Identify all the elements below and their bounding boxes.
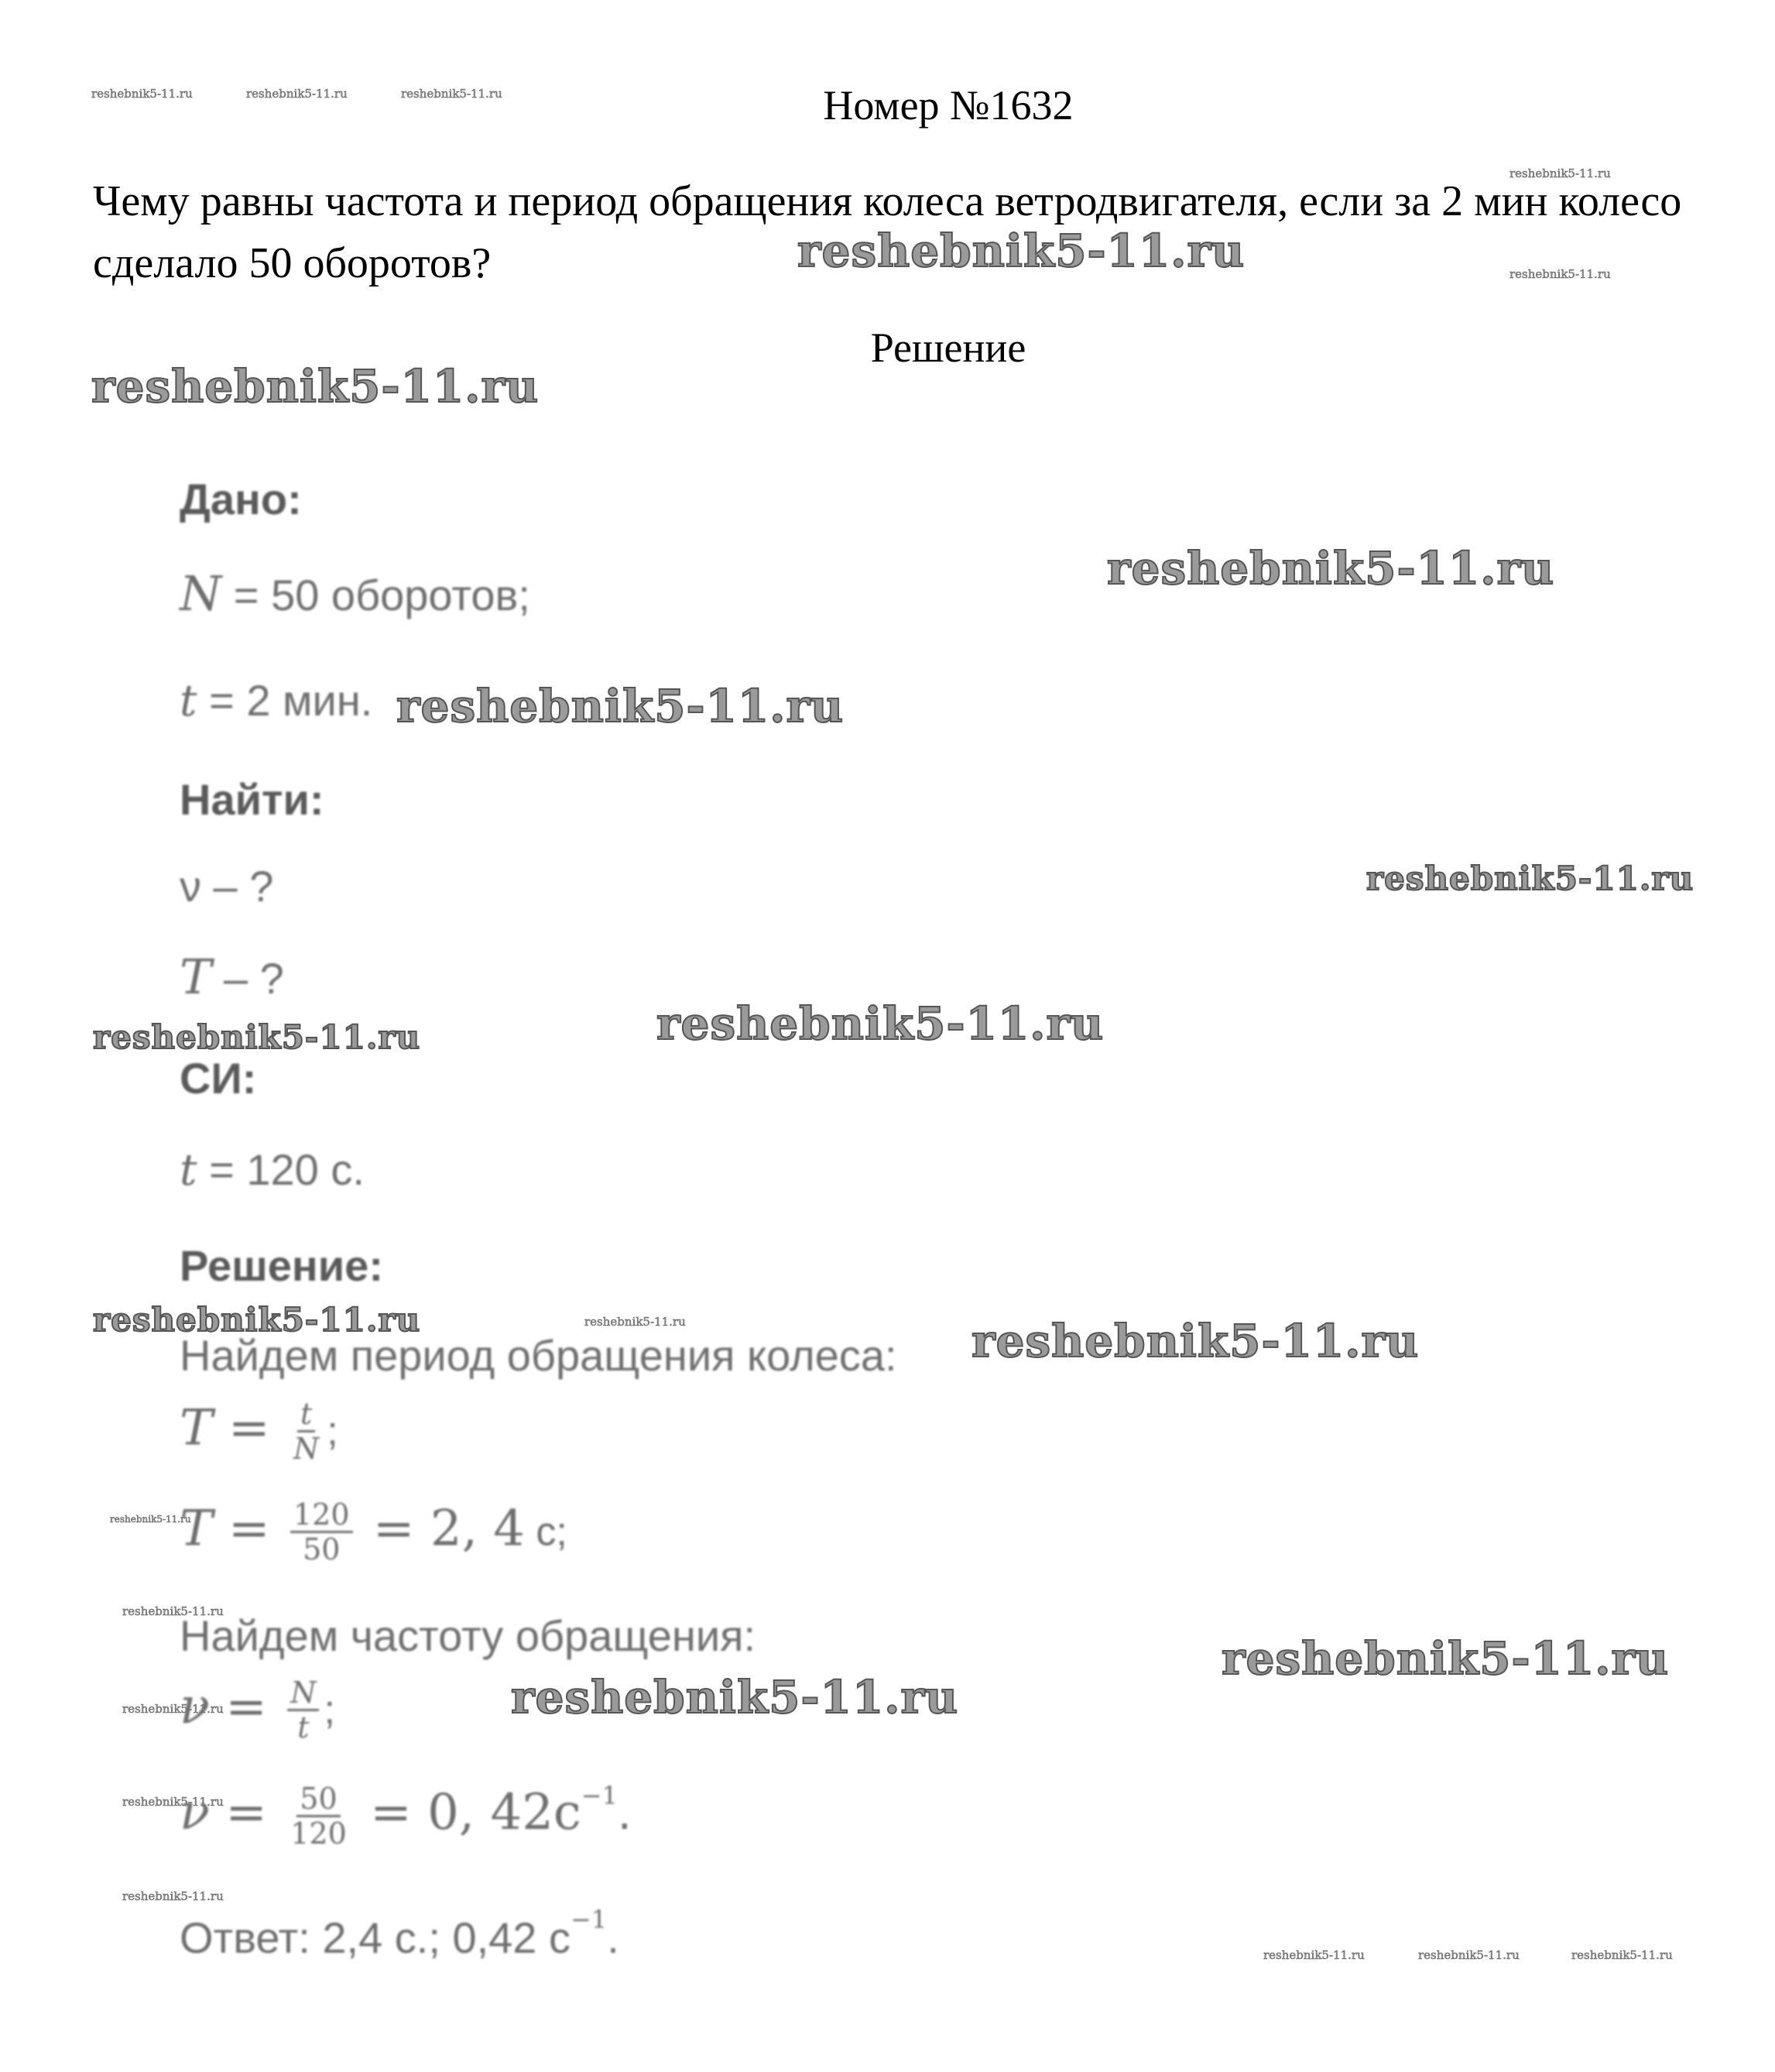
- period-calc-unit: с;: [524, 1509, 567, 1555]
- watermark: reshebnik5-11.ru: [396, 680, 845, 732]
- freq-formula-eq: =: [209, 1678, 283, 1736]
- watermark: reshebnik5-11.ru: [91, 360, 540, 413]
- T-variable: T: [180, 949, 212, 1005]
- find-heading: Найти:: [180, 775, 324, 824]
- watermark: reshebnik5-11.ru: [1263, 1948, 1365, 1962]
- watermark: reshebnik5-11.ru: [971, 1315, 1420, 1367]
- period-calc-den: 50: [303, 1532, 341, 1566]
- find-T: [180, 949, 284, 1005]
- period-fraction-num: t: [297, 1398, 315, 1432]
- watermark: reshebnik5-11.ru: [1107, 542, 1555, 595]
- freq-fraction-num: N: [287, 1676, 319, 1711]
- si-heading: СИ:: [180, 1054, 257, 1103]
- freq-fraction: [287, 1676, 319, 1744]
- T-rest: – ?: [211, 954, 284, 1003]
- watermark: reshebnik5-11.ru: [122, 1702, 224, 1716]
- answer-exponent: −1: [571, 1905, 608, 1934]
- watermark: reshebnik5-11.ru: [1222, 1632, 1670, 1685]
- si-t: [180, 1144, 365, 1196]
- given-t: [180, 675, 372, 726]
- period-formula-tail: ;: [327, 1408, 338, 1454]
- solution-steps-heading: Решение:: [180, 1241, 383, 1290]
- freq-calc-exponent: −1: [581, 1781, 618, 1810]
- given-heading: Дано:: [180, 475, 302, 523]
- watermark: reshebnik5-11.ru: [122, 1889, 224, 1903]
- given-n: [180, 565, 530, 622]
- watermark: reshebnik5-11.ru: [1366, 859, 1694, 897]
- watermark: reshebnik5-11.ru: [511, 1671, 959, 1724]
- freq-formula-tail: ;: [324, 1687, 335, 1733]
- watermark: reshebnik5-11.ru: [93, 1301, 421, 1339]
- period-fraction: [290, 1398, 322, 1465]
- watermark: reshebnik5-11.ru: [110, 1514, 191, 1525]
- watermark: reshebnik5-11.ru: [1509, 166, 1611, 180]
- watermark: reshebnik5-11.ru: [122, 1795, 224, 1809]
- problem-statement: Чему равны частота и период обращения колеса ветродвигателя, если за 2 мин колесо сделало 50 оборотов?: [93, 177, 1682, 287]
- period-formula-eq: =: [212, 1399, 286, 1457]
- freq-calc-lhs: ν: [180, 1784, 210, 1841]
- period-fraction-den: N: [293, 1432, 320, 1466]
- freq-calc-fraction: [287, 1782, 350, 1850]
- watermark: reshebnik5-11.ru: [1418, 1948, 1520, 1962]
- n-value: = 50 оборотов;: [221, 571, 530, 619]
- period-calc-fraction: [290, 1498, 353, 1566]
- solution-heading: Решение: [870, 324, 1026, 371]
- watermark: reshebnik5-11.ru: [401, 87, 502, 101]
- watermark: reshebnik5-11.ru: [584, 1315, 686, 1329]
- period-calc: [180, 1498, 567, 1566]
- freq-calc: [180, 1781, 632, 1850]
- t-value: = 2 мин.: [197, 676, 373, 725]
- watermark: reshebnik5-11.ru: [246, 87, 348, 101]
- page-title: Номер №1632: [823, 82, 1074, 129]
- freq-calc-den: 120: [290, 1816, 347, 1851]
- freq-fraction-den: t: [297, 1710, 310, 1744]
- watermark: reshebnik5-11.ru: [91, 87, 193, 101]
- watermark: reshebnik5-11.ru: [797, 225, 1246, 277]
- watermark: reshebnik5-11.ru: [93, 1018, 421, 1056]
- freq-calc-tail: .: [617, 1784, 632, 1840]
- watermark: reshebnik5-11.ru: [1571, 1948, 1673, 1962]
- si-t-value: = 120 с.: [197, 1145, 365, 1194]
- watermark: reshebnik5-11.ru: [656, 997, 1105, 1050]
- find-nu: ν – ?: [180, 862, 274, 911]
- freq-calc-eq: =: [209, 1784, 283, 1841]
- answer-text: Ответ: 2,4 с.; 0,42 с: [180, 1913, 571, 1962]
- period-text: Найдем период обращения колеса:: [180, 1331, 897, 1380]
- n-variable: N: [180, 565, 222, 622]
- answer-tail: .: [607, 1913, 619, 1962]
- period-calc-num: 120: [290, 1498, 353, 1533]
- freq-text: Найдем частоту обращения:: [180, 1611, 756, 1660]
- period-calc-result: = 2, 4: [357, 1500, 525, 1558]
- answer: [180, 1905, 619, 1963]
- period-formula: [180, 1398, 338, 1465]
- watermark: reshebnik5-11.ru: [122, 1604, 224, 1618]
- si-t-variable: t: [180, 1145, 197, 1196]
- period-calc-lhs: T: [180, 1500, 213, 1558]
- freq-calc-result: = 0, 42с: [354, 1784, 581, 1841]
- t-variable: t: [180, 676, 197, 726]
- period-calc-eq: =: [212, 1500, 286, 1558]
- freq-formula-lhs: ν: [180, 1678, 210, 1736]
- freq-calc-num: 50: [296, 1782, 340, 1817]
- watermark: reshebnik5-11.ru: [1509, 267, 1611, 281]
- period-formula-lhs: T: [180, 1399, 213, 1457]
